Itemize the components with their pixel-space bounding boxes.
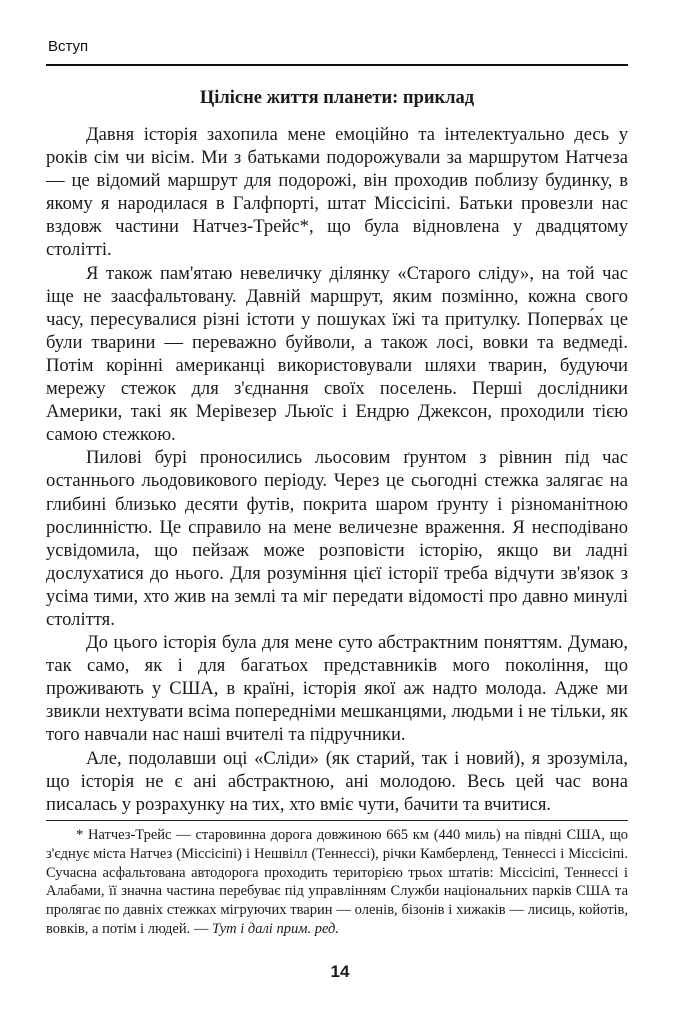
paragraph: Давня історія захопила мене емоційно та інтелектуально десь у років сім чи вісім. Ми з батьками подорожували за маршрутом Натчеза — це відомий маршрут для подорожі, він проходив поблизу будинку, в якому я народилася в Галфпорті, штат Міссісіпі. Батьки провезли нас вздовж частини Натчез-Трейс*, що була відновлена у двадцятому столітті.: [46, 124, 628, 261]
paragraph: Але, подолавши оці «Сліди» (як старий, так і новий), я зрозуміла, що історія не є ані абстрактною, ані молодою. Весь цей час вона писалась у розрахунку на тих, хто вміє чути, бачити та вчитися.: [46, 747, 628, 815]
paragraph: До цього історія була для мене суто абстрактним поняттям. Думаю, так само, як і для багатьох представників мого покоління, що проживають у США, в країні, історія якої аж надто молода. Адже ми звикли нехтувати всіма попередніми мешканцями, людьми і не тільки, як того навчали нас наші вчителі та підручники.: [46, 632, 628, 746]
paragraph: Пилові бурі проносились льосовим ґрунтом з рівнин під час останнього льодовикового періоду. Через це сьогодні стежка залягає на глибині близько десяти футів, покрита шаром ґрунту і різноманітною рослинністю. Це справило на мене величезне враження. Я несподівано усвідомила, що пейзаж може розповісти історію, якщо ви ладні дослухатися до нього. Для розуміння цієї історії треба відчути зв'язок з усіма тими, хто жив на землі та міг передати відомості про давно минулі століття.: [46, 447, 628, 630]
footnote: [46, 826, 628, 939]
page-number: 14: [330, 962, 350, 981]
header-divider: [46, 64, 628, 66]
section-title: Цілісне життя планети: приклад: [199, 88, 475, 108]
footnote-editor-note: Тут і далі прим. ред.: [212, 920, 340, 937]
footnote-paragraph: [46, 826, 628, 939]
running-header: Вступ: [48, 38, 89, 55]
footnote-text: * Натчез-Трейс — старовинна дорога довжиною 665 км (440 миль) на півдні США, що з'єднує міста Натчез (Міссісіпі) і Нешвілл (Теннессі), річки Камберленд, Теннессі і Міссісіпі. Сучасна асфальтована автодорога проходить територією трьох штатів: Міссісіпі, Теннессі і Алабами, її значна частина перебуває під управлінням Служби національних парків США та пролягає по давніх стежках мігруючих тварин — оленів, бізонів і хижаків — лисиць, койотів, вовків, а потім і людей. —: [46, 827, 628, 937]
paragraph: Я також пам'ятаю невеличку ділянку «Старого сліду», на той час іще не заасфальтовану. Давній маршрут, яким позмінно, кожна свого часу, пересувалися різні істоти у пошуках їжі та притулку. Поперва́х це були тварини — переважно буйволи, а також лосі, вовки та ведмеді. Потім корінні американці використовували шляхи тварин, будуючи мережу стежок для з'єднання своїх поселень. Перші дослідники Америки, такі як Мерівезер Льюїс і Ендрю Джексон, проходили тією самою стежкою.: [46, 262, 628, 446]
body-text: [46, 123, 628, 816]
footnote-divider: [46, 820, 628, 821]
